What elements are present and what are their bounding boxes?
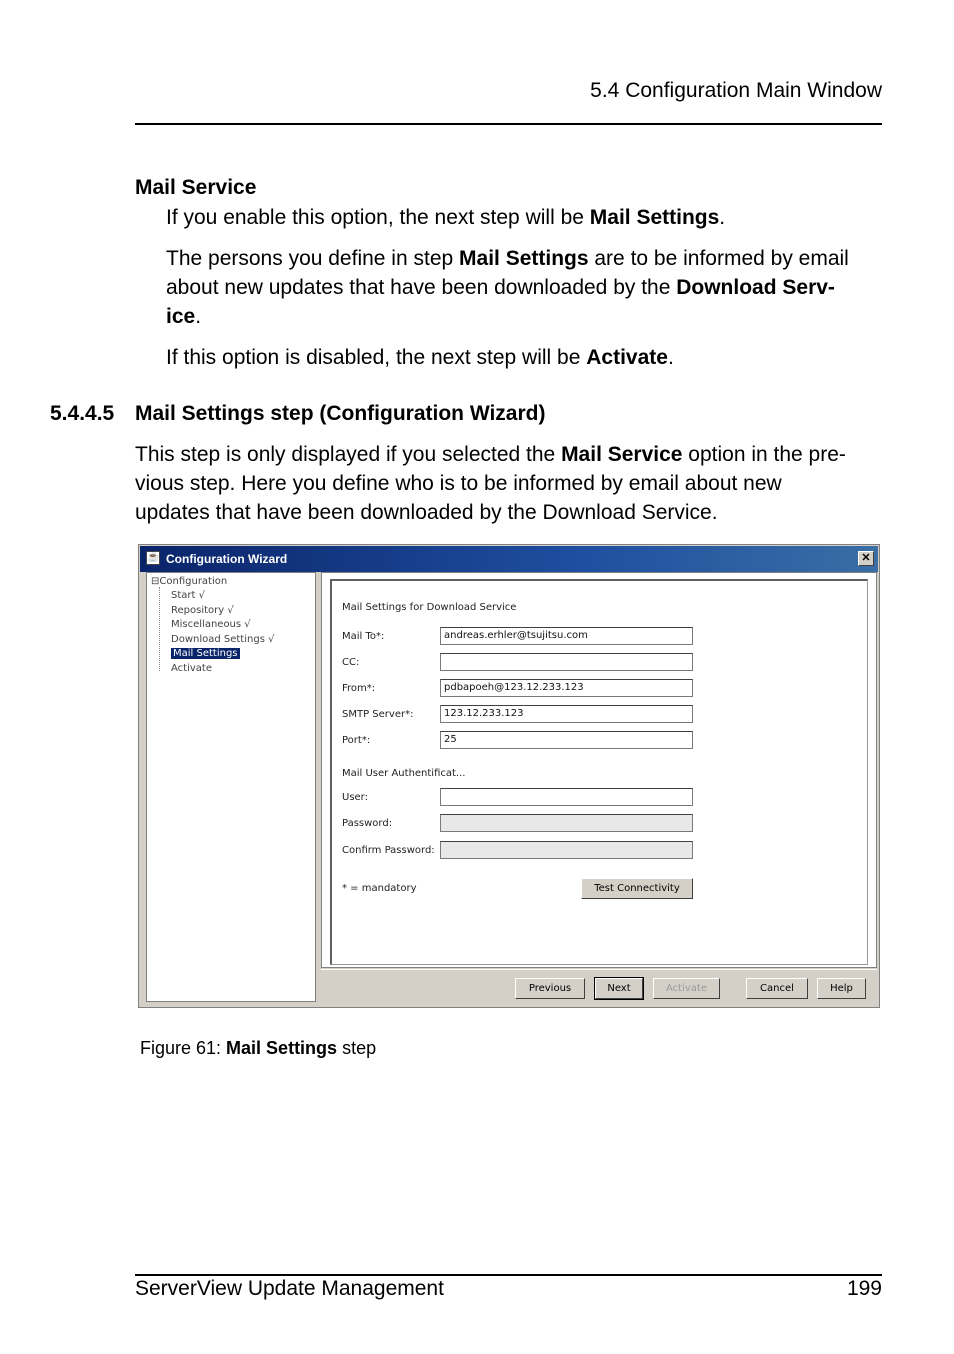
- from-label: From*:: [342, 683, 376, 694]
- next-button[interactable]: Next: [595, 978, 643, 999]
- java-app-icon: ☕: [147, 552, 160, 563]
- mail-to-input[interactable]: andreas.erhler@tsujitsu.com: [440, 627, 693, 645]
- mail-service-paragraph-3: If this option is disabled, the next step will be Activate.: [166, 346, 674, 369]
- test-connectivity-button[interactable]: Test Connectivity: [581, 878, 693, 899]
- section-number: 5.4.4.5: [50, 402, 115, 425]
- mail-settings-form: [330, 579, 868, 965]
- section-title: Mail Settings step (Configuration Wizard): [135, 402, 546, 425]
- tree-item-download-settings[interactable]: Download Settings √: [171, 634, 275, 645]
- collapse-icon[interactable]: ⊟: [151, 576, 160, 587]
- port-label: Port*:: [342, 735, 371, 746]
- smtp-server-label: SMTP Server*:: [342, 709, 414, 720]
- mail-service-paragraph-1: If you enable this option, the next step will be Mail Settings.: [166, 206, 726, 229]
- tree-connector: [159, 587, 161, 671]
- page-number: 199: [846, 1277, 882, 1300]
- window-titlebar: [140, 546, 878, 572]
- mail-to-label: Mail To*:: [342, 631, 385, 642]
- mail-service-heading: Mail Service: [135, 176, 257, 199]
- header-rule: [135, 123, 882, 125]
- form-heading: Mail Settings for Download Service: [342, 602, 517, 613]
- footer-title: ServerView Update Management: [135, 1277, 444, 1300]
- activate-button[interactable]: Activate: [653, 978, 720, 999]
- help-button[interactable]: Help: [817, 978, 866, 999]
- tree-item-repository[interactable]: Repository √: [171, 605, 234, 616]
- password-input[interactable]: [440, 814, 693, 832]
- confirm-password-label: Confirm Password:: [342, 845, 435, 856]
- section-body: This step is only displayed if you selected the Mail Service option in the pre- vious step. Here you define who is to be informed by email about new updates that have been downloaded by the Download Service.: [135, 443, 846, 524]
- cc-label: CC:: [342, 657, 360, 668]
- tree-item-miscellaneous[interactable]: Miscellaneous √: [171, 619, 251, 630]
- auth-heading: Mail User Authentificat...: [342, 768, 466, 779]
- tree-item-activate[interactable]: Activate: [171, 663, 212, 674]
- configuration-wizard-window: [138, 544, 880, 1008]
- tree-root[interactable]: ⊟Configuration: [151, 576, 228, 587]
- mandatory-note: * = mandatory: [342, 883, 417, 894]
- port-input[interactable]: 25: [440, 731, 693, 749]
- wizard-button-bar: [321, 969, 877, 1002]
- smtp-server-input[interactable]: 123.12.233.123: [440, 705, 693, 723]
- user-input[interactable]: [440, 788, 693, 806]
- figure-caption: Figure 61: Mail Settings step: [140, 1038, 377, 1058]
- from-input[interactable]: pdbapoeh@123.12.233.123: [440, 679, 693, 697]
- previous-button[interactable]: Previous: [515, 978, 585, 999]
- wizard-steps-tree: [146, 572, 316, 1002]
- mail-settings-panel: [321, 572, 877, 968]
- pane-splitter[interactable]: [317, 572, 320, 1002]
- tree-item-start[interactable]: Start √: [171, 590, 205, 601]
- running-header: 5.4 Configuration Main Window: [590, 79, 882, 102]
- mail-service-paragraph-2: The persons you define in step Mail Settings are to be informed by email about new updates that have been downloaded by the Download Serv- ice.: [166, 247, 849, 328]
- password-label: Password:: [342, 818, 393, 829]
- close-button[interactable]: ✕: [858, 551, 874, 566]
- window-title: Configuration Wizard: [166, 552, 288, 566]
- cc-input[interactable]: [440, 653, 693, 671]
- cancel-button[interactable]: Cancel: [746, 978, 808, 999]
- user-label: User:: [342, 792, 368, 803]
- confirm-password-input[interactable]: [440, 841, 693, 859]
- footer-rule: [135, 1274, 882, 1276]
- tree-item-mail-settings[interactable]: Mail Settings: [173, 648, 238, 659]
